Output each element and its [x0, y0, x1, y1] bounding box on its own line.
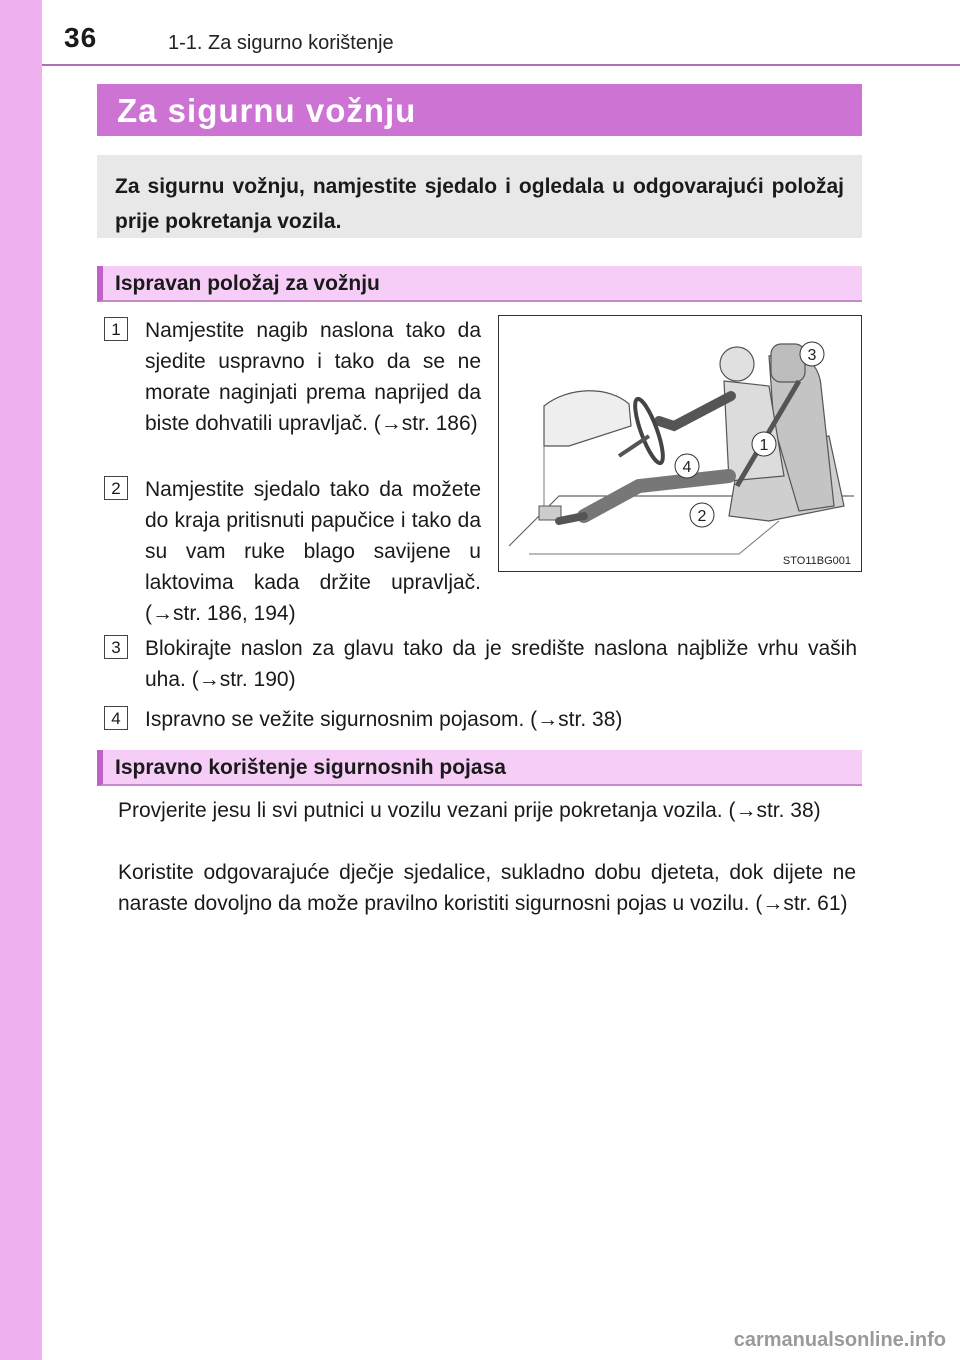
callout-2: 2: [697, 508, 707, 525]
section-breadcrumb: 1-1. Za sigurno korištenje: [168, 32, 394, 54]
paragraph-child-seats: Koristite odgovarajuće dječje sjedalice, sukladno dobu djeteta, dok dijete ne naraste dovoljno da može pravilno koristiti sigurnosni pojas u vozilu. (→str. 61): [118, 861, 856, 915]
side-color-band: [0, 0, 42, 1360]
section-heading-seatbelts: Ispravno korištenje sigurnosnih pojasa: [97, 750, 862, 786]
item-number-badge: 3: [104, 635, 128, 659]
list-item-text: Ispravno se vežite sigurnosnim pojasom. (→str. 38): [145, 708, 623, 731]
watermark: carmanualsonline.info: [733, 1329, 946, 1351]
driver-seat-diagram: [499, 316, 860, 570]
item-number-badge: 1: [104, 317, 128, 341]
intro-box: Za sigurnu vožnju, namjestite sjedalo i ogledala u odgovarajući položaj prije pokretanja vozila.: [97, 155, 862, 238]
list-item-text: Blokirajte naslon za glavu tako da je središte naslona najbliže vrhu vaših uha. (→str. 190): [145, 637, 857, 691]
paragraph-passengers: Provjerite jesu li svi putnici u vozilu vezani prije pokretanja vozila. (→str. 38): [118, 799, 821, 822]
page-number: 36: [64, 22, 98, 53]
page-title: Za sigurnu vožnju: [97, 84, 862, 136]
item-number-badge: 2: [104, 476, 128, 500]
callout-3: 3: [807, 347, 817, 364]
driving-position-illustration: [498, 315, 862, 572]
header-divider: [42, 64, 960, 66]
figure-code: STO11BG001: [782, 555, 851, 567]
item-number-badge: 4: [104, 706, 128, 730]
callout-1: 1: [759, 437, 769, 454]
list-item-text: Namjestite nagib naslona tako da sjedite uspravno i tako da se ne morate naginjati prema naprijed da biste dohvatili upravljač. (→str. 186): [145, 319, 481, 435]
section-heading-driving-position: Ispravan položaj za vožnju: [97, 266, 862, 302]
callout-4: 4: [682, 459, 692, 476]
list-item-text: Namjestite sjedalo tako da možete do kraja pritisnuti papučice i tako da su vam ruke blago savijene u laktovima kada držite upravljač. (→str. 186, 194): [145, 478, 481, 625]
